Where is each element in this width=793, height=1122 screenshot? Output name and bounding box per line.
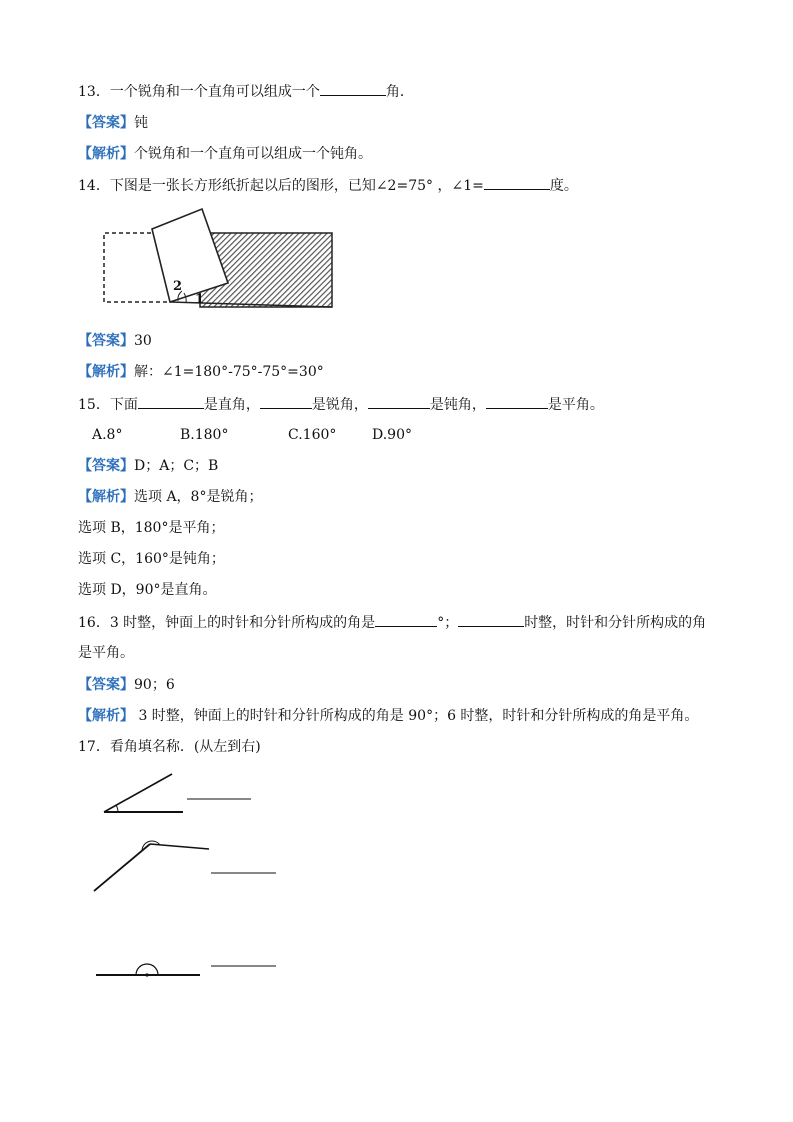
q14-analysis-text: 解：∠1=180°-75°-75°=30° xyxy=(134,364,324,380)
q15-analysis-line-3: 选项 C，160°是钝角； xyxy=(78,551,225,567)
q14-text-after: 度。 xyxy=(549,178,578,194)
analysis-tag: 【解析】 xyxy=(78,708,134,724)
q16-question-cont: 是平角。 xyxy=(78,645,134,661)
q16-text-3: 时整，时针和分针所构成的角 xyxy=(524,615,707,631)
q15-options xyxy=(92,425,452,445)
answer-tag: 【答案】 xyxy=(78,333,134,349)
option-a[interactable]: A.8° xyxy=(92,427,123,443)
q15-blank-obtuse-angle[interactable] xyxy=(368,394,430,409)
q17-text: ．看角填名称．(从左到右) xyxy=(95,739,261,755)
q16-answer-text: 90；6 xyxy=(134,677,175,693)
q16-question xyxy=(78,612,706,633)
q15-text-4: 是钝角， xyxy=(429,397,486,413)
q13-answer-blank[interactable] xyxy=(320,81,386,96)
q15-question xyxy=(78,394,604,415)
q14-text-before: ．下图是一张长方形纸折起以后的图形，已知∠2=75° ，∠1= xyxy=(95,178,484,194)
angle2-label: 2 xyxy=(173,279,183,294)
answer-tag: 【答案】 xyxy=(78,458,134,474)
q16-blank-hour[interactable] xyxy=(458,612,524,627)
q15-analysis-text-1: 选项 A，8°是锐角； xyxy=(134,489,263,505)
q15-text-3: 是锐角， xyxy=(311,397,368,413)
q15-analysis-line-4: 选项 D，90°是直角。 xyxy=(78,582,217,598)
q14-answer-blank[interactable] xyxy=(484,175,550,190)
q15-blank-straight-angle[interactable] xyxy=(486,394,548,409)
q13-text-after: 角． xyxy=(385,84,414,100)
q16-text-1: ．3 时整，钟面上的时针和分针所构成的角是 xyxy=(95,615,376,631)
q17-question xyxy=(78,737,261,757)
option-b[interactable]: B.180° xyxy=(180,427,229,443)
q13-text-before: ．一个锐角和一个直角可以组成一个 xyxy=(95,84,320,100)
q15-blank-right-angle[interactable] xyxy=(138,394,204,409)
answer-tag: 【答案】 xyxy=(78,677,134,693)
straight-angle-figure xyxy=(94,955,294,985)
q13-analysis xyxy=(78,144,372,164)
analysis-tag: 【解析】 xyxy=(78,364,134,380)
q15-blank-acute-angle[interactable] xyxy=(260,394,312,409)
q14-question xyxy=(78,175,578,196)
q16-blank-degrees[interactable] xyxy=(375,612,437,627)
q14-answer-text: 30 xyxy=(134,333,152,349)
q14-answer xyxy=(78,331,152,351)
q13-analysis-text: 个锐角和一个直角可以组成一个钝角。 xyxy=(134,146,372,162)
q13-answer xyxy=(78,113,148,133)
q15-text-2: 是直角， xyxy=(203,397,260,413)
q16-answer xyxy=(78,675,175,695)
q15-analysis-line-2: 选项 B，180°是平角； xyxy=(78,520,225,536)
obtuse-angle-figure xyxy=(90,838,290,898)
q16-analysis-text: 3 时整，钟面上的时针和分针所构成的角是 90°；6 时整，时针和分针所构成的角是平角。 xyxy=(134,708,699,724)
q13-number: 13 xyxy=(78,84,96,100)
analysis-tag: 【解析】 xyxy=(78,489,134,505)
q15-answer xyxy=(78,456,218,476)
folded-paper-figure xyxy=(100,205,340,315)
q13-answer-text: 钝 xyxy=(134,115,148,131)
q15-analysis-line-1 xyxy=(78,487,262,507)
q14-analysis xyxy=(78,362,324,382)
q14-number: 14 xyxy=(78,178,96,194)
analysis-tag: 【解析】 xyxy=(78,146,134,162)
q16-number: 16 xyxy=(78,615,96,631)
q17-number: 17 xyxy=(78,739,96,755)
q16-text-2: °； xyxy=(437,615,459,631)
q15-text-1: ．下面 xyxy=(95,397,138,413)
q15-answer-text: D；A；C；B xyxy=(134,458,219,474)
q16-analysis xyxy=(78,706,698,726)
option-d[interactable]: D.90° xyxy=(372,427,412,443)
q15-number: 15 xyxy=(78,397,96,413)
angle1-label: 1 xyxy=(195,292,205,307)
q13-question xyxy=(78,81,414,102)
q15-text-5: 是平角。 xyxy=(547,397,604,413)
acute-angle-figure xyxy=(100,768,260,818)
option-c[interactable]: C.160° xyxy=(288,427,337,443)
answer-tag: 【答案】 xyxy=(78,115,134,131)
